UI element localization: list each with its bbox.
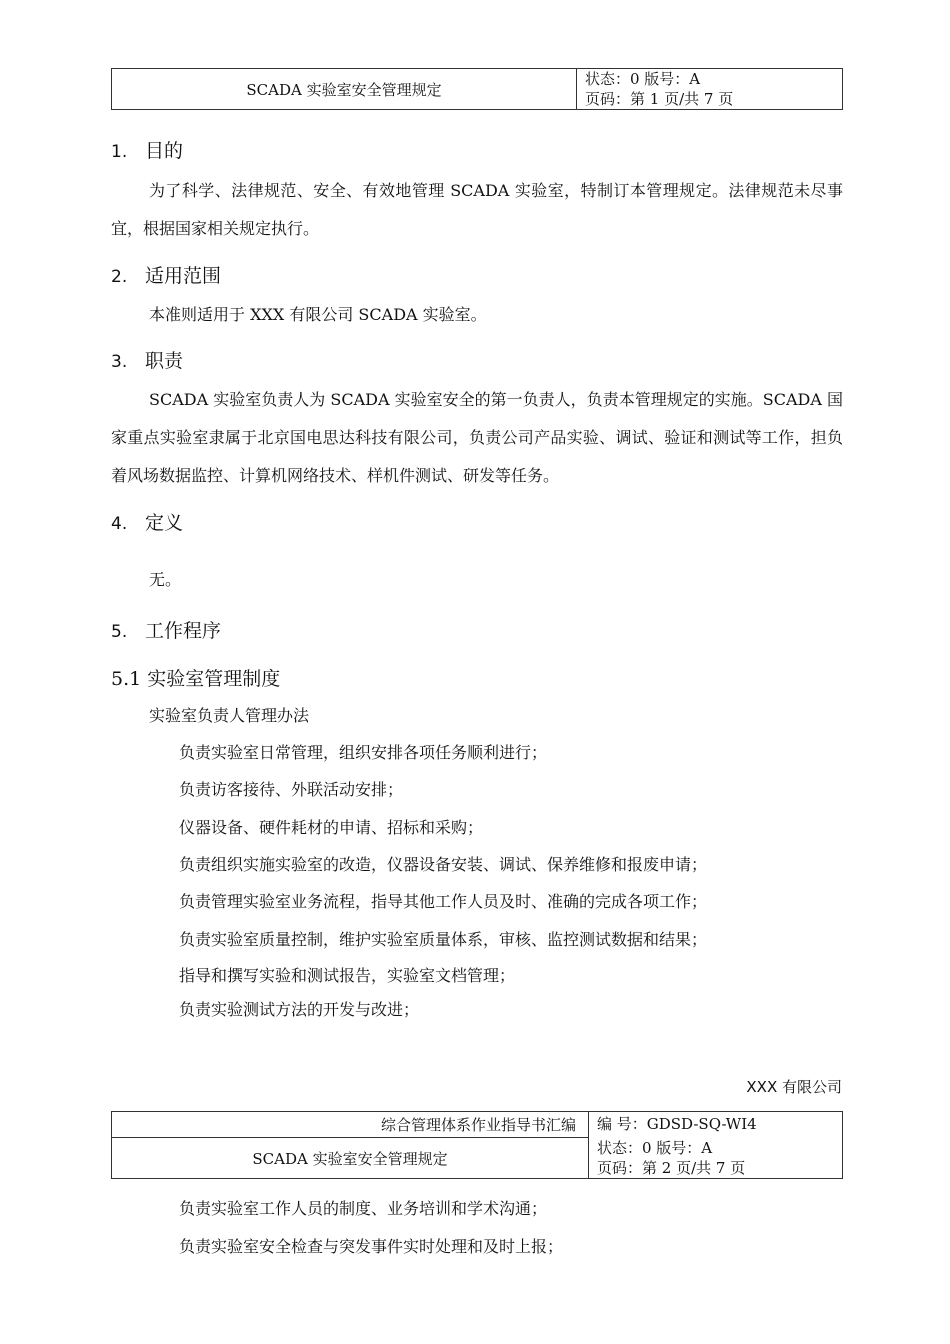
page2-header-info bbox=[589, 1138, 843, 1179]
section-4-heading bbox=[111, 508, 183, 535]
section-2-heading bbox=[111, 261, 221, 288]
duty-item: 负责访客接待、外联活动安排； bbox=[179, 780, 404, 799]
section-3-heading bbox=[111, 346, 183, 373]
duty-item: 指导和撰写实验和测试报告，实验室文档管理； bbox=[179, 966, 516, 985]
section-1-paragraph: 为了科学、法律规范、安全、有效地管理 SCADA 实验室，特制订本管理规定。法律规范未尽事宜，根据国家相关规定执行。 bbox=[111, 181, 843, 238]
section-1-title: 目的 bbox=[145, 140, 184, 162]
section-4-number: 4. bbox=[111, 514, 128, 534]
duty-item: 负责实验室质量控制，维护实验室质量体系，审核、监控测试数据和结果； bbox=[179, 930, 708, 949]
duty-item: 负责组织实施实验室的改造，仪器设备安装、调试、保养维修和报废申请； bbox=[179, 855, 708, 874]
section-4-title: 定义 bbox=[145, 512, 184, 534]
section-5-number: 5. bbox=[111, 622, 128, 642]
section-3-title: 职责 bbox=[145, 350, 184, 372]
section-2-paragraph: 本准则适用于 XXX 有限公司 SCADA 实验室。 bbox=[149, 305, 487, 324]
section-2-title: 适用范围 bbox=[145, 265, 222, 287]
footer-company: XXX 有限公司 bbox=[746, 1078, 842, 1096]
page1-header-info bbox=[577, 69, 843, 110]
page2-code-line: 编 号：GDSD-SQ-WI4 bbox=[597, 1115, 757, 1134]
section-3-paragraph: SCADA 实验室负责人为 SCADA 实验室安全的第一负责人，负责本管理规定的实施。SCADA 国家重点实验室隶属于北京国电思达科技有限公司，负责公司产品实验、调试、验证和测试等工作，担负着风场数据监控、计算机网络技术、样机件测试、研发等任务。 bbox=[111, 390, 843, 485]
page1-status-line: 状态：0 版号：A bbox=[585, 70, 701, 88]
page2-code-cell bbox=[589, 1112, 843, 1138]
section-5-title: 工作程序 bbox=[145, 620, 222, 642]
section-2-number: 2. bbox=[111, 267, 128, 287]
section-1-number: 1. bbox=[111, 142, 128, 162]
page2-page-line: 页码：第 2 页/共 7 页 bbox=[597, 1158, 746, 1177]
section-5-1-heading: 5.1 实验室管理制度 bbox=[111, 668, 281, 690]
section-4-paragraph: 无。 bbox=[149, 570, 182, 589]
duty-item: 负责实验测试方法的开发与改进； bbox=[179, 1000, 420, 1019]
section-5-heading bbox=[111, 616, 221, 643]
section-1-heading bbox=[111, 136, 183, 163]
duty-item: 负责实验室安全检查与突发事件实时处理和及时上报； bbox=[179, 1237, 564, 1256]
page2-header-title: SCADA 实验室安全管理规定 bbox=[112, 1138, 589, 1179]
duty-item: 负责管理实验室业务流程，指导其他工作人员及时、准确的完成各项工作； bbox=[179, 892, 708, 911]
section-5-1-subheading: 实验室负责人管理办法 bbox=[149, 706, 310, 725]
page2-status-line: 状态：0 版号：A bbox=[597, 1138, 713, 1157]
section-3-number: 3. bbox=[111, 352, 128, 372]
page1-page-line: 页码：第 1 页/共 7 页 bbox=[585, 90, 734, 108]
page1-header-title: SCADA 实验室安全管理规定 bbox=[112, 69, 577, 110]
page2-header-table bbox=[111, 1111, 843, 1179]
page2-header-collection: 综合管理体系作业指导书汇编 bbox=[112, 1112, 589, 1138]
duty-item: 负责实验室日常管理，组织安排各项任务顺利进行； bbox=[179, 743, 548, 762]
page1-header-table bbox=[111, 68, 843, 110]
duty-item: 仪器设备、硬件耗材的申请、招标和采购； bbox=[179, 818, 484, 837]
duty-item: 负责实验室工作人员的制度、业务培训和学术沟通； bbox=[179, 1199, 548, 1218]
